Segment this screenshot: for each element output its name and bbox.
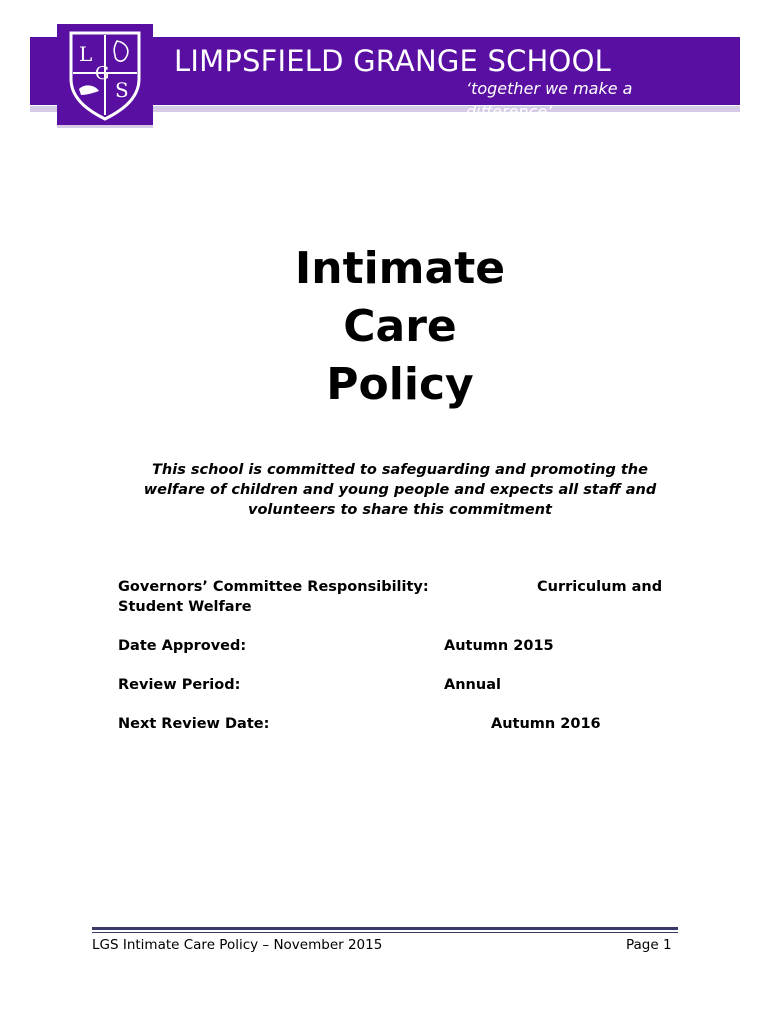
crest-shield-icon [65,29,145,121]
footer-rule-thin [92,932,678,933]
footer-rule [92,927,678,930]
school-crest [57,24,153,128]
statement-line-1: This school is committed to safeguarding and promoting the [152,462,648,478]
motto-line-1: ‘together we make a [466,79,633,98]
statement-line-2: welfare of children and young people and expects all staff and [143,482,657,498]
safeguarding-statement [110,460,690,520]
school-name: LIMPSFIELD GRANGE SCHOOL [174,44,611,78]
committee-value: Curriculum and [537,579,663,595]
next-review-value: Autumn 2016 [491,716,601,732]
school-motto [466,77,676,123]
title-line-2: Care [343,301,457,352]
page-number: Page 1 [626,937,672,953]
statement-line-3: volunteers to share this commitment [248,502,552,518]
review-period-label: Review Period: [118,677,241,693]
svg-text:L: L [79,42,93,66]
date-approved-value: Autumn 2015 [444,638,554,654]
next-review-label: Next Review Date: [118,716,270,732]
svg-text:S: S [115,78,129,102]
title-line-3: Policy [326,359,474,410]
title-line-1: Intimate [294,243,506,294]
svg-text:G: G [95,63,110,84]
document-title [0,240,770,414]
footer-document-title: LGS Intimate Care Policy – November 2015 [92,937,383,953]
date-approved-label: Date Approved: [118,638,247,654]
motto-line-2: difference’ [466,102,553,121]
review-period-value: Annual [444,677,501,693]
committee-value-continued: Student Welfare [118,599,252,615]
committee-label: Governors’ Committee Responsibility: [118,579,429,595]
